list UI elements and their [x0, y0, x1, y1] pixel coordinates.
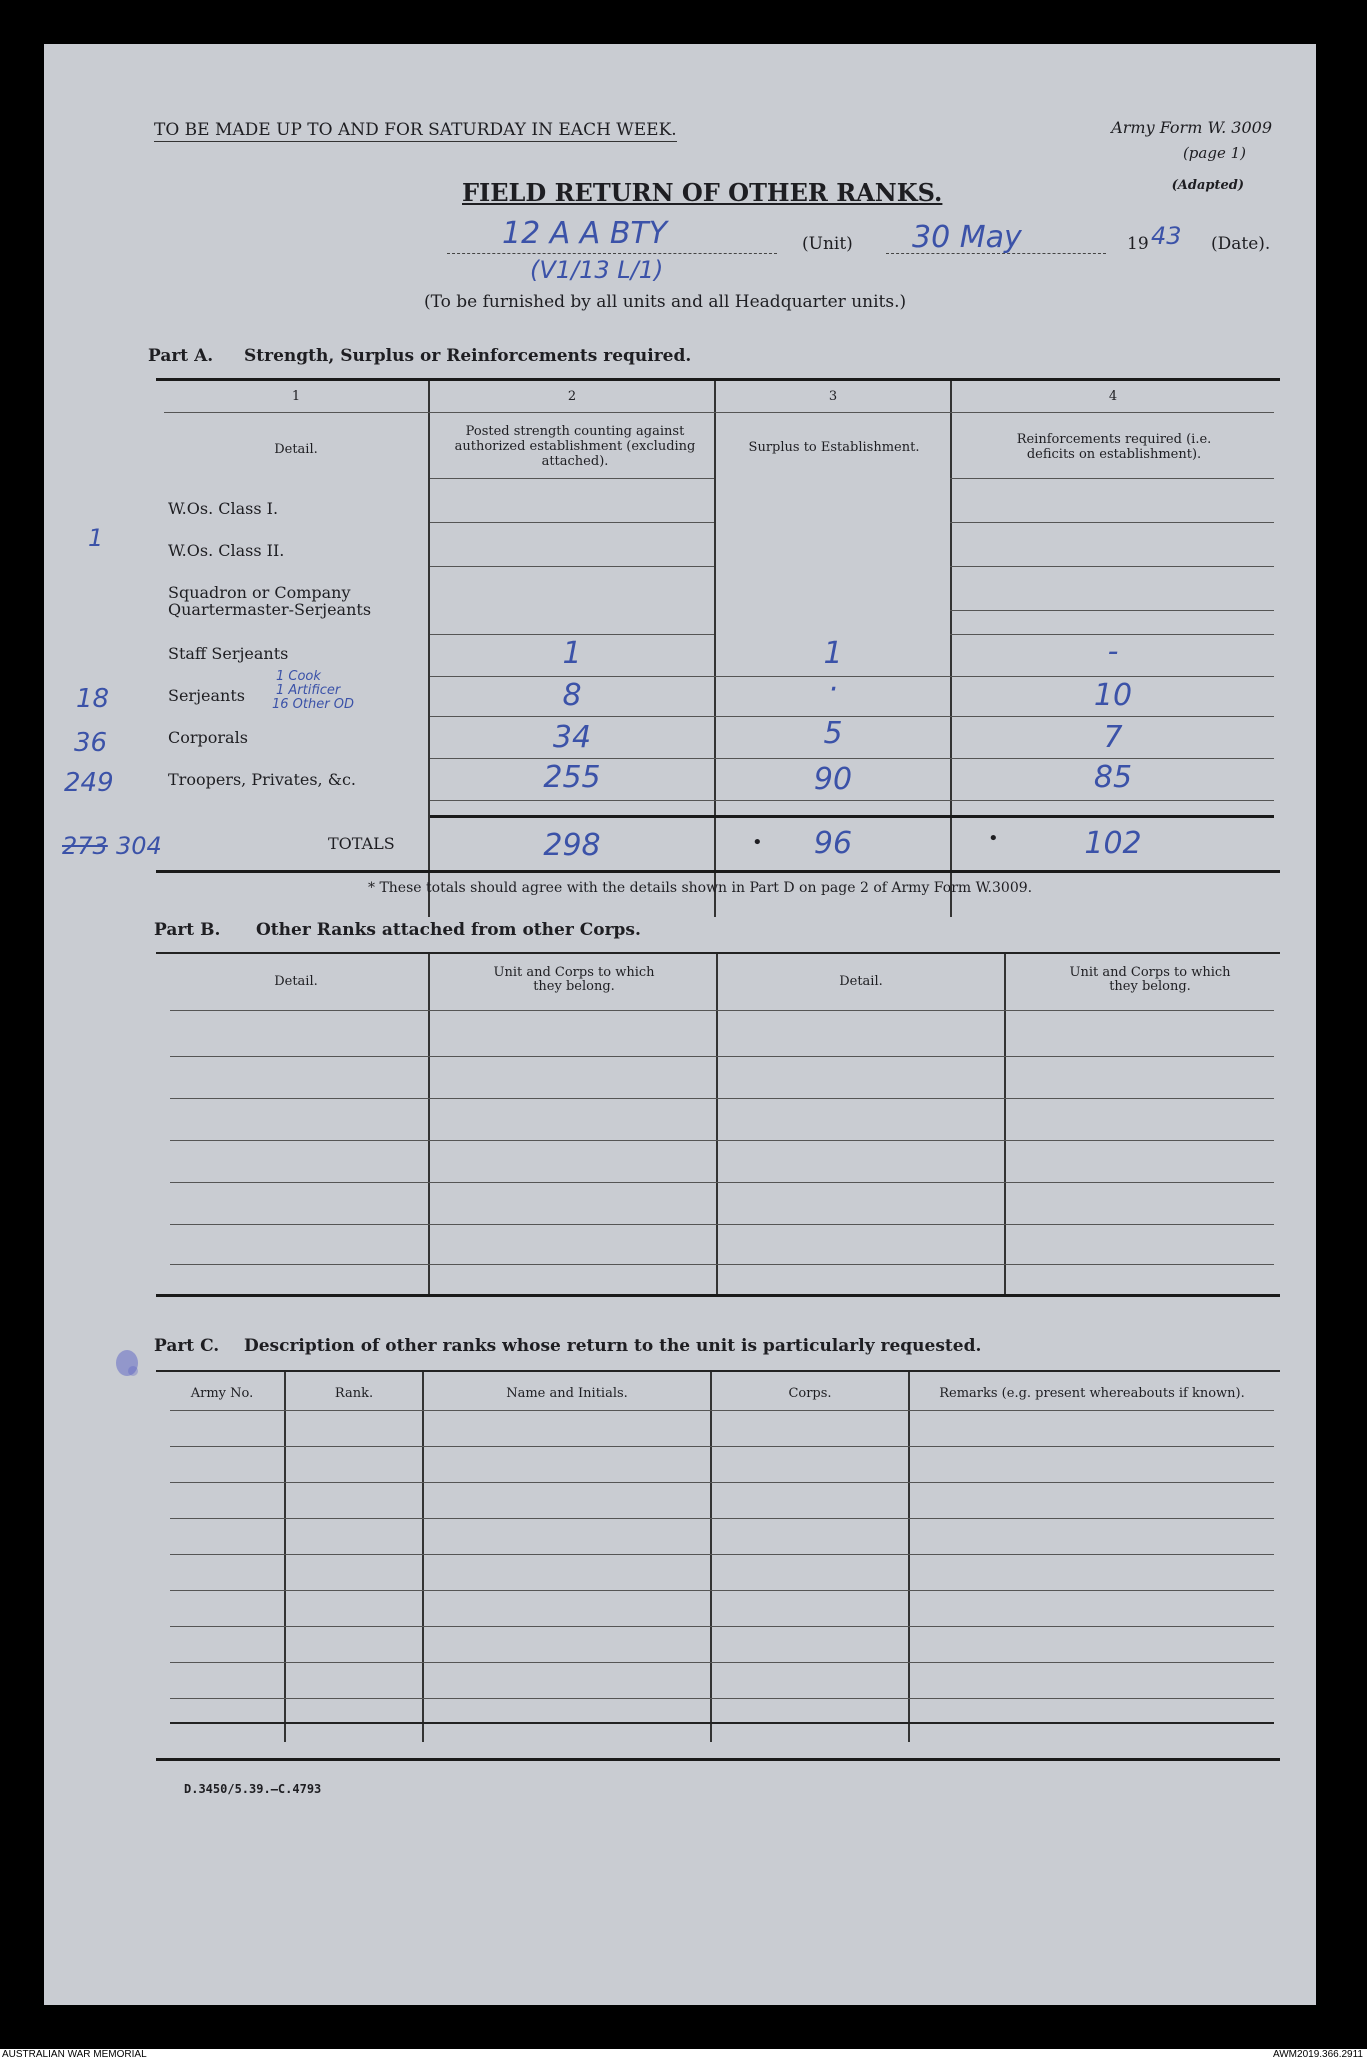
part-c-top-rule: [156, 1370, 1280, 1372]
row-line: [170, 1698, 1274, 1699]
row-line: [170, 1182, 1274, 1183]
serjeants-note-1: 1 Cook: [276, 669, 321, 684]
row-line: [170, 1722, 1274, 1724]
col-number-4: 4: [1108, 389, 1118, 404]
serjeants-posted: 8: [562, 678, 582, 713]
row-line: [950, 566, 1274, 567]
row-line: [430, 478, 714, 479]
troopers-posted: 255: [543, 760, 601, 795]
row-line: [430, 522, 714, 523]
margin-troopers: 249: [64, 768, 114, 798]
ink-blot: [128, 1366, 138, 1376]
row-line: [170, 1010, 1274, 1011]
row-line: [170, 1482, 1274, 1483]
part-c-header-name: Name and Initials.: [506, 1386, 628, 1401]
archive-footer: [0, 2049, 1367, 2061]
troopers-surplus: 90: [813, 762, 853, 797]
staff-serjeants-posted: 1: [562, 636, 582, 671]
row-label-wo-class-1: W.Os. Class I.: [168, 499, 279, 518]
margin-wo-class-2: 1: [88, 524, 104, 552]
unit-line: [447, 252, 777, 254]
row-line: [170, 1626, 1274, 1627]
adapted-note: (Adapted): [1171, 178, 1244, 193]
col-header-posted: Posted strength counting against authorized establishment (excluding attached).: [454, 424, 696, 469]
col-header-detail: Detail.: [274, 442, 318, 457]
footer-right: AWM2019.366.2911: [1272, 2049, 1363, 2060]
furnish-note: (To be furnished by all units and all Headquarter units.): [424, 292, 907, 312]
part-c-header-rank: Rank.: [334, 1386, 374, 1401]
row-line: [170, 1140, 1274, 1141]
row-line: [170, 1224, 1274, 1225]
unit-value: 12 A A BTY: [502, 216, 668, 251]
part-c-title: Description of other ranks whose return to the unit is particularly requested.: [244, 1336, 982, 1356]
part-b-bottom-rule: [156, 1294, 1280, 1297]
year-prefix: 19: [1127, 234, 1149, 254]
row-line: [170, 1264, 1274, 1265]
year-value: 43: [1151, 222, 1182, 250]
row-line: [170, 1446, 1274, 1447]
part-a-top-rule: [156, 378, 1280, 381]
part-b-divider-2: [716, 954, 718, 1294]
instruction-text: TO BE MADE UP TO AND FOR SATURDAY IN EACH WEEK.: [154, 120, 677, 140]
row-label-serjeants: Serjeants: [168, 686, 245, 705]
margin-total-struck: 273: [62, 832, 108, 860]
part-c-header-corps: Corps.: [788, 1386, 832, 1401]
troopers-reinf: 85: [1093, 760, 1133, 795]
totals-label: TOTALS: [328, 834, 395, 853]
row-label-corporals: Corporals: [168, 728, 248, 747]
part-b-divider-3: [1004, 954, 1006, 1294]
part-c-divider-3: [710, 1372, 712, 1742]
row-line: [170, 1410, 1274, 1411]
part-b-label: Part B.: [154, 920, 221, 940]
part-b-divider-1: [428, 954, 430, 1294]
asterisk-marker: •: [752, 832, 763, 853]
serjeants-surplus: ·: [828, 672, 838, 707]
part-a-title: Strength, Surplus or Reinforcements required.: [244, 346, 692, 366]
asterisk-marker: •: [988, 828, 999, 849]
row-line: [170, 1518, 1274, 1519]
serjeants-note-3: 16 Other OD: [272, 697, 354, 712]
totals-posted: 298: [543, 828, 601, 863]
page-title: FIELD RETURN OF OTHER RANKS.: [462, 178, 943, 207]
print-code: D.3450/5.39.—C.4793: [184, 1782, 322, 1796]
date-value: 30 May: [912, 220, 1022, 255]
part-c-header-remarks: Remarks (e.g. present whereabouts if known).: [939, 1386, 1245, 1401]
staff-serjeants-surplus: 1: [823, 636, 843, 671]
row-label-cqms: Squadron or Company Quartermaster-Serjeants: [168, 583, 372, 619]
row-line: [430, 566, 714, 567]
col-number-2: 2: [567, 389, 577, 404]
margin-serjeants: 18: [76, 684, 110, 714]
form-number: Army Form W. 3009: [1111, 118, 1272, 137]
part-c-divider-2: [422, 1372, 424, 1742]
margin-total: 304: [116, 832, 162, 860]
page-number: (page 1): [1182, 144, 1246, 162]
part-b-header-unit-2: Unit and Corps to which they belong.: [1069, 965, 1231, 994]
part-b-header-detail-1: Detail.: [274, 974, 318, 989]
form-sheet: [44, 44, 1316, 2005]
row-label-staff-serjeants: Staff Serjeants: [168, 644, 289, 663]
row-line: [430, 634, 714, 635]
corporals-surplus: 5: [823, 716, 843, 751]
part-c-bottom-rule: [156, 1758, 1280, 1761]
row-line: [170, 1554, 1274, 1555]
part-b-header-unit-1: Unit and Corps to which they belong.: [493, 965, 655, 994]
row-line: [950, 522, 1274, 523]
col-header-reinforcements: Reinforcements required (i.e. deficits on establishment).: [1016, 432, 1212, 462]
footer-left: AUSTRALIAN WAR MEMORIAL: [2, 2049, 147, 2060]
part-a-bottom-rule: [156, 870, 1280, 873]
totals-surplus: 96: [813, 826, 853, 861]
totals-top-rule: [430, 815, 1274, 818]
margin-corporals: 36: [74, 728, 108, 758]
corporals-posted: 34: [552, 720, 592, 755]
totals-footnote: * These totals should agree with the details shown in Part D on page 2 of Army Form W.3009.: [368, 880, 1033, 896]
corporals-reinf: 7: [1103, 720, 1123, 755]
serjeants-reinf: 10: [1093, 678, 1133, 713]
row-line: [430, 800, 1274, 801]
row-label-troopers: Troopers, Privates, &c.: [168, 770, 357, 789]
part-b-top-rule: [156, 952, 1280, 954]
col-number-rule: [164, 412, 1274, 413]
part-c-label: Part C.: [154, 1336, 220, 1356]
date-label: (Date).: [1211, 234, 1271, 254]
row-line: [950, 478, 1274, 479]
part-b-header-detail-2: Detail.: [839, 974, 883, 989]
row-line: [170, 1590, 1274, 1591]
row-line: [170, 1056, 1274, 1057]
part-c-divider-4: [908, 1372, 910, 1742]
part-a-label: Part A.: [148, 346, 214, 366]
col-header-surplus: Surplus to Establishment.: [748, 440, 920, 455]
totals-reinf: 102: [1084, 826, 1142, 861]
row-line: [950, 610, 1274, 611]
row-label-wo-class-2: W.Os. Class II.: [168, 541, 285, 560]
serjeants-note-2: 1 Artificer: [276, 683, 341, 698]
unit-subvalue: (V1/13 L/1): [530, 256, 664, 284]
row-line: [170, 1662, 1274, 1663]
part-c-divider-1: [284, 1372, 286, 1742]
staff-serjeants-reinf: -: [1107, 634, 1119, 669]
row-line: [430, 758, 1274, 759]
part-c-header-army-no: Army No.: [190, 1386, 254, 1401]
row-line: [170, 1098, 1274, 1099]
col-number-1: 1: [291, 389, 301, 404]
unit-label: (Unit): [802, 234, 853, 254]
part-b-title: Other Ranks attached from other Corps.: [256, 920, 641, 940]
col-number-3: 3: [828, 389, 838, 404]
